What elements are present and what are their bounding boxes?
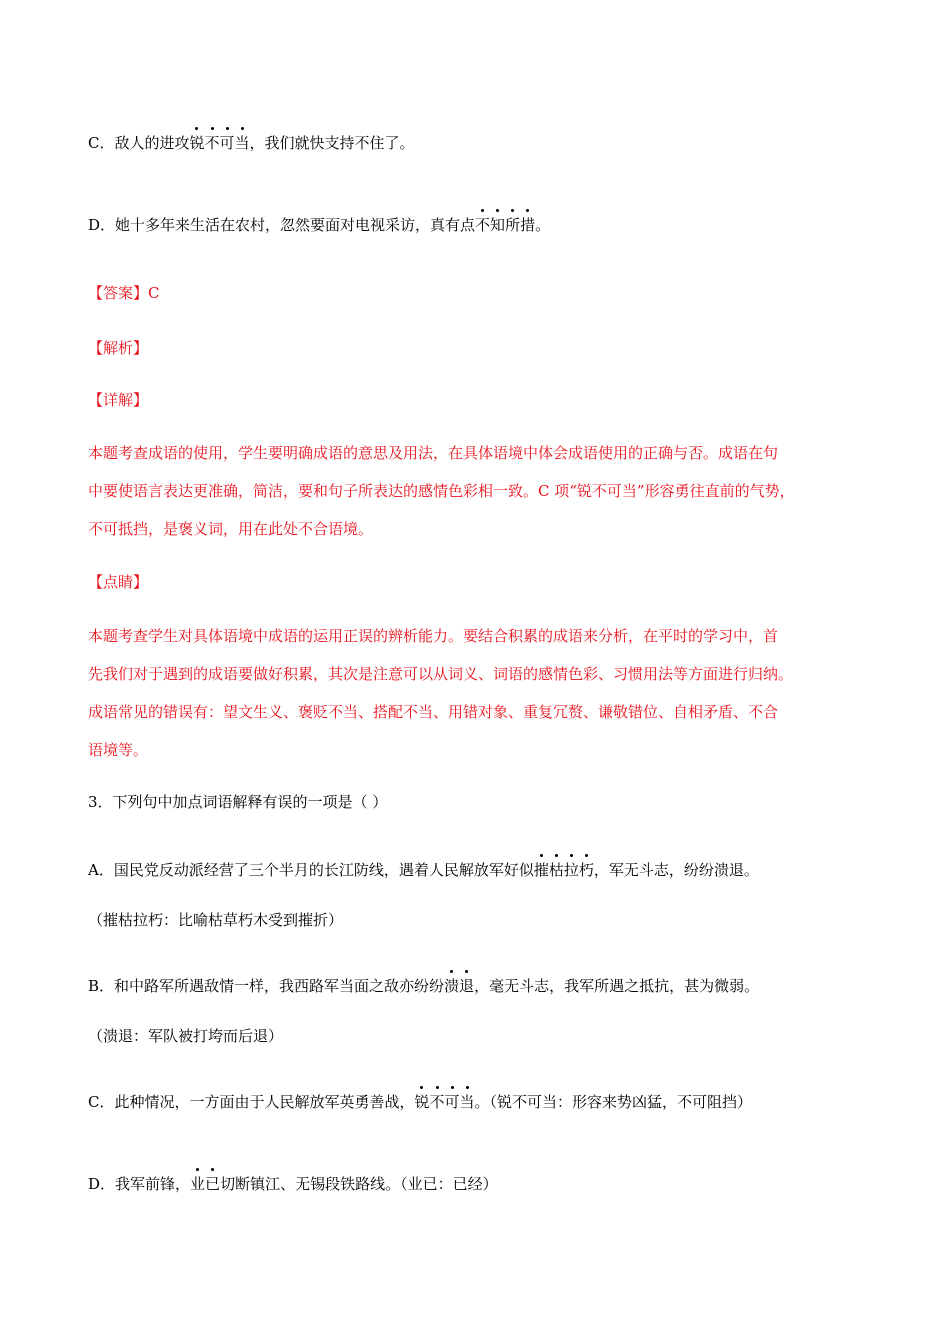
dotted-char: 业 [190,1175,206,1193]
dotted-char: 拉 [563,861,579,879]
option-prefix: D．她十多年来生活在农村，忽然要面对电视采访，真有点 [88,216,476,234]
option-prefix: D．我军前锋， [88,1175,191,1193]
dotted-char: 可 [444,1093,460,1111]
option-suffix: ，军无斗志，纷纷溃退。 [593,861,759,879]
detail-line: 中要使语言表达更准确，简洁，要和句子所表达的感情色彩相一致。C 项“锐不可当”形容勇往直前的气势， [88,482,795,500]
dotted-char: 措 [520,216,536,234]
dotted-char: 不 [429,1093,445,1111]
tips-line: 成语常见的错误有：望文生义、褒贬不当、搭配不当、用错对象、重复冗赘、谦敬错位、自相矛盾、不合 [88,703,779,721]
dotted-char: 摧 [533,861,549,879]
option-prefix: A．国民党反动派经营了三个半月的长江防线，遇着人民解放军好似 [88,861,534,879]
option-suffix: ，我们就快支持不住了。 [249,134,415,152]
answer-line [88,283,160,303]
dotted-char: 知 [490,216,506,234]
dotted-char: 溃 [444,977,460,995]
option-c-line [88,1092,752,1112]
dotted-char: 不 [204,134,220,152]
option-d-line [88,215,550,235]
dotted-char: 当 [234,134,250,152]
dotted-char: 当 [459,1093,475,1111]
dotted-char: 退 [459,977,475,995]
analysis-tag: 【解析】 [88,339,149,357]
dotted-char: 可 [219,134,235,152]
dotted-char: 枯 [548,861,564,879]
option-suffix: ，毫无斗志，我军所遇之抵抗，甚为微弱。 [474,977,760,995]
option-c-line [88,133,415,153]
option-a-note: （摧枯拉朽：比喻枯草朽木受到摧折） [88,911,344,929]
dotted-char: 锐 [189,134,205,152]
question-stem: 3．下列句中加点词语解释有误的一项是（ ） [88,793,388,811]
detail-line: 不可抵挡，是褒义词，用在此处不合语境。 [88,520,374,538]
option-suffix: 。（锐不可当：形容来势凶猛，不可阻挡） [474,1093,753,1111]
option-prefix: B．和中路军所遇敌情一样，我西路军当面之敌亦纷纷 [88,977,445,995]
tips-line: 本题考查学生对具体语境中成语的运用正误的辨析能力。要结合积累的成语来分析，在平时的学习中，首 [88,627,779,645]
option-d-line [88,1174,498,1194]
option-b-line [88,976,759,996]
tips-line: 先我们对于遇到的成语要做好积累，其次是注意可以从词义、词语的感情色彩、习惯用法等方面进行归纳。 [88,665,794,683]
detail-tag: 【详解】 [88,391,149,409]
dotted-char: 不 [475,216,491,234]
tips-tag: 【点睛】 [88,573,149,591]
option-prefix: C．敌人的进攻 [88,134,190,152]
tips-line: 语境等。 [88,741,149,759]
option-suffix: 切断镇江、无锡段铁路线。（业已：已经） [220,1175,498,1193]
dotted-char: 朽 [578,861,594,879]
answer-value: C [148,284,160,302]
answer-tag: 【答案】 [88,284,149,302]
option-suffix: 。 [535,216,551,234]
option-b-note: （溃退：军队被打垮而后退） [88,1027,284,1045]
dotted-char: 所 [505,216,521,234]
option-prefix: C．此种情况，一方面由于人民解放军英勇善战， [88,1093,415,1111]
dotted-char: 锐 [414,1093,430,1111]
dotted-char: 已 [205,1175,221,1193]
option-a-line [88,860,759,880]
detail-line: 本题考查成语的使用，学生要明确成语的意思及用法，在具体语境中体会成语使用的正确与否。成语在句 [88,444,779,462]
